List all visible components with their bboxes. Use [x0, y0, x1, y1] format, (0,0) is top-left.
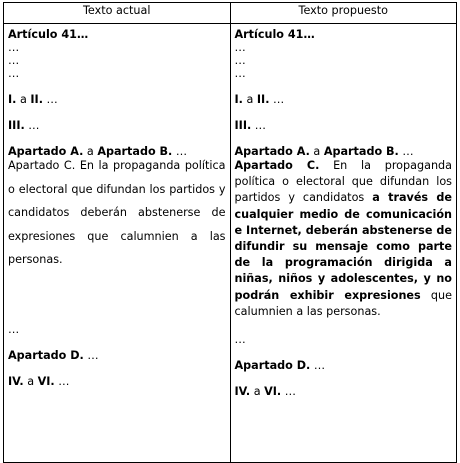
content-row — [4, 24, 457, 463]
comparison-table — [3, 2, 457, 463]
ellipsis-line: … — [8, 67, 20, 80]
header-current-text: Texto actual — [4, 3, 231, 24]
ellipsis-line: … — [234, 54, 246, 67]
apartado-d: Apartado D. … — [8, 348, 99, 362]
ellipsis-line: … — [234, 41, 246, 54]
apartado-c-paragraph: Apartado C. En la propaganda política o electoral que difundan los partidos y candidatos deberán abstenerse de expresiones que calumnien a las personas. — [8, 159, 226, 266]
fraction-iv-vi: IV. a VI. … — [8, 374, 70, 388]
proposed-text-cell — [230, 24, 457, 463]
header-proposed-text: Texto propuesto — [230, 3, 457, 24]
article-heading: Artículo 41… — [8, 28, 89, 41]
apartado-a-b: Apartado A. a Apartado B. … — [8, 145, 188, 158]
fraction-i-ii: I. a II. … — [234, 93, 285, 106]
header-row — [4, 3, 457, 24]
apartado-a-b: Apartado A. a Apartado B. … — [234, 145, 414, 158]
fraction-iii: III. … — [8, 119, 40, 132]
ellipsis-line: … — [234, 333, 246, 347]
apartado-c-paragraph: Apartado C. En la propaganda política o electoral que difundan los partidos y candidatos a través de cualquier medio de comunicación e Internet, deberán abstenerse de difundir su mensaje como parte de la programación dirigida a niñas, niños y adolescentes, y no podrán exhibir expresiones que calumnien a las personas. — [234, 159, 452, 318]
ellipsis-line: … — [8, 322, 20, 336]
ellipsis-line: … — [234, 67, 246, 80]
fraction-iii: III. … — [234, 119, 266, 132]
fraction-i-ii: I. a II. … — [8, 93, 58, 106]
apartado-d: Apartado D. … — [234, 359, 326, 373]
fraction-iv-vi: IV. a VI. … — [234, 385, 296, 399]
ellipsis-line: … — [8, 41, 20, 54]
article-heading: Artículo 41… — [234, 28, 315, 41]
current-text-cell — [4, 24, 231, 463]
ellipsis-line: … — [8, 54, 20, 67]
